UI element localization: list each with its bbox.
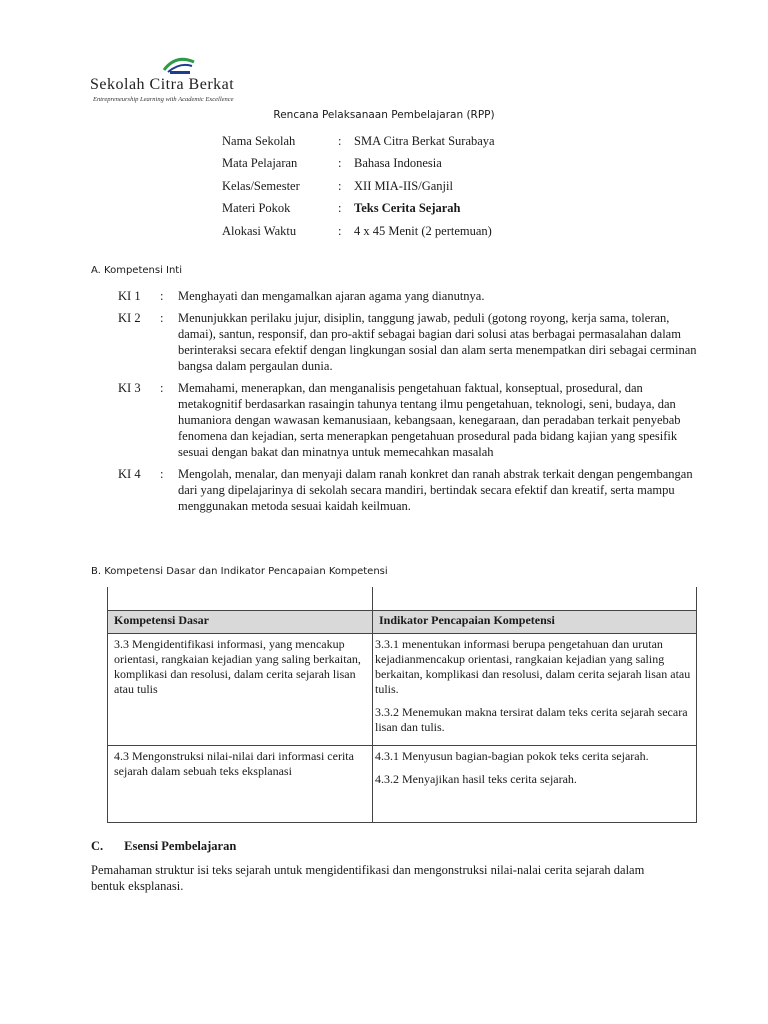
logo-name: Sekolah Citra Berkat [90,76,235,93]
ki-code: KI 2 [118,311,141,325]
section-a-heading: A. Kompetensi Inti [91,265,183,276]
ki-text: Menunjukkan perilaku jujur, disiplin, tanggung jawab, peduli (gotong royong, kerja sama, toleran, damai), santun, responsif, dan pro-aktif sebagai bagian dari solusi atas berbagai permasalahan dalam berinteraksi secara efektif dengan lingkungan sosial dan alam serta menempatkan diri sebagai cerminan bangsa dalam pergaulan dunia. [178,311,697,373]
identity-label: Materi Pokok [222,201,291,216]
school-emblem-icon [162,56,196,76]
ki-code: KI 1 [118,289,141,303]
indicator-text: 4.3.1 Menyusun bagian-bagian pokok teks cerita sejarah. [375,749,649,763]
identity-row [222,198,495,221]
table-row [108,746,697,823]
identity-value: SMA Citra Berkat Surabaya [354,133,495,148]
identity-row [222,220,495,243]
identity-separator: : [338,178,342,193]
ki-separator: : [160,289,164,303]
indicator-text: 3.3.2 Menemukan makna tersirat dalam teks cerita sejarah secara lisan dan tulis. [375,705,688,734]
column-header-kd: Kompetensi Dasar [108,611,373,634]
kd-table-frame [107,587,697,817]
identity-separator: : [338,223,342,238]
ki-text: Memahami, menerapkan, dan menganalisis pengetahuan faktual, konseptual, prosedural, dan metakognitif berdasarkan rasaingin tahunya tentang ilmu pengetahuan, teknologi, seni, budaya, dan humaniora dengan wawasan kemanusiaan, kebangsaan, kenegaraan, dan peradaban terkait penyebab fenomena dan kejadian, serta menerapkan pengetahuan prosedural pada bidang kajian yang spesifik sesuai dengan bakat dan minatnya untuk memecahkan masalah [178,381,681,459]
section-c-number: C. [91,839,104,853]
document-title: Rencana Pelaksanaan Pembelajaran (RPP) [273,109,495,121]
logo-tagline: Entrepreneurship Learning with Academic Excellence [93,96,234,103]
identity-label: Alokasi Waktu [222,223,297,238]
identity-block [222,130,495,243]
list-item [118,466,708,514]
ki-text: Mengolah, menalar, dan menyaji dalam ranah konkret dan ranah abstrak terkait dengan pengembangan dari yang dipelajarinya di sekolah secara mandiri, bertindak secara efektif dan kreatif, serta mampu menggunakan metoda sesuai kaidah keilmuan. [178,467,693,513]
section-c-heading [91,839,236,854]
identity-label: Nama Sekolah [222,133,296,148]
column-header-ipk: Indikator Pencapaian Kompetensi [373,611,697,634]
identity-value: Teks Cerita Sejarah [354,201,461,216]
list-item [118,288,708,304]
identity-row [222,153,495,176]
indicator-text: 3.3.1 menentukan informasi berupa pengetahuan dan urutan kejadianmencakup orientasi, rangkaian kejadian yang saling berkaitan, komplikasi dan resolusi, dalam cerita sejarah lisan atau tulis. [375,637,691,696]
identity-separator: : [338,156,342,171]
identity-value: XII MIA-IIS/Ganjil [354,178,453,193]
school-logo [90,56,270,106]
ipk-cell [373,634,697,746]
section-c-title: Esensi Pembelajaran [124,839,237,853]
ki-separator: : [160,311,164,325]
ki-code: KI 3 [118,381,141,395]
section-c-paragraph: Pemahaman struktur isi teks sejarah untuk mengidentifikasi dan mengonstruksi nilai-nalai cerita sejarah dalam bentuk eksplanasi. [91,863,645,893]
section-b-heading: B. Kompetensi Dasar dan Indikator Pencapaian Kompetensi [91,566,388,577]
identity-row [222,175,495,198]
ki-separator: : [160,381,164,395]
ipk-cell [373,746,697,823]
identity-value: 4 x 45 Menit (2 pertemuan) [354,223,492,238]
identity-row [222,130,495,153]
identity-label: Mata Pelajaran [222,156,298,171]
list-item [118,310,708,374]
ki-code: KI 4 [118,467,141,481]
ki-text: Menghayati dan mengamalkan ajaran agama yang dianutnya. [178,289,485,303]
indicator-text: 4.3.2 Menyajikan hasil teks cerita sejarah. [375,772,577,786]
kd-cell: 4.3 Mengonstruksi nilai-nilai dari informasi cerita sejarah dalam sebuah teks eksplanasi [108,746,373,823]
ki-separator: : [160,467,164,481]
kompetensi-inti-list [118,288,708,520]
table-row [108,634,697,746]
kd-cell: 3.3 Mengidentifikasi informasi, yang mencakup orientasi, rangkaian kejadian yang saling berkaitan, komplikasi dan resolusi, dalam cerita sejarah lisan atau tulis [108,634,373,746]
identity-value: Bahasa Indonesia [354,156,442,171]
kd-table [107,610,697,823]
identity-separator: : [338,133,342,148]
identity-label: Kelas/Semester [222,178,300,193]
table-header-row [108,611,697,634]
identity-separator: : [338,201,342,216]
list-item [118,380,708,460]
